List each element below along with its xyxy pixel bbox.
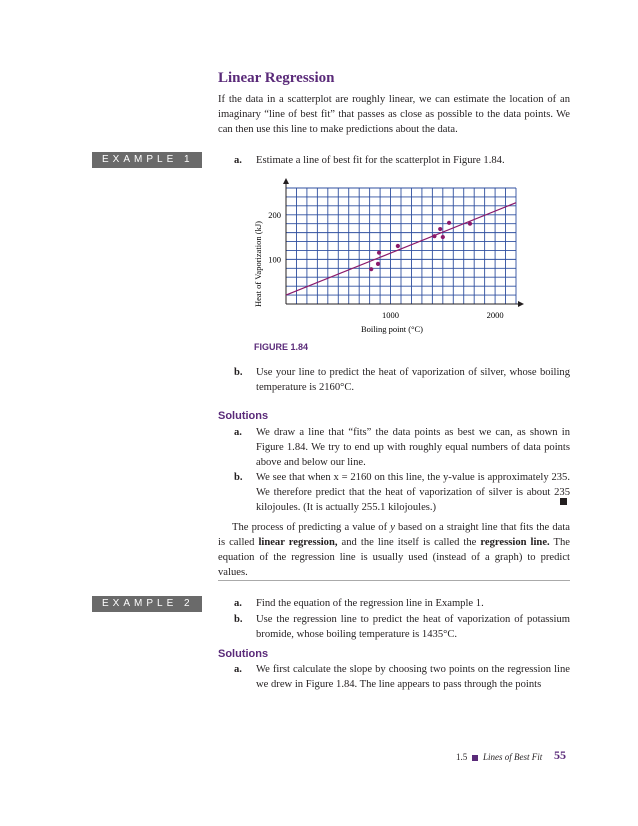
part-label: a. [234, 598, 242, 609]
tick-labels [268, 210, 503, 320]
part-label: a. [234, 664, 242, 675]
intro-paragraph: If the data in a scatterplot are roughly linear, we can estimate the location of an imaginary “line of best fit” that passes as close as possible to the data points. We can then use this line to make predictions about the data. [218, 94, 570, 135]
y-tick-label: 200 [268, 209, 281, 220]
data-points [369, 221, 472, 272]
solution-1-b [234, 470, 570, 515]
data-point [377, 251, 381, 255]
footer-section-title: Lines of Best Fit [483, 752, 543, 762]
chart-grid [286, 188, 516, 304]
example-1-tag: EXAMPLE 1 [92, 152, 202, 168]
part-text: We see that when x = 2160 on this line, the y-value is approximately 235. We therefore predict that the heat of vaporization of silver is about 235 kilojoules. (It is actually 255.1 kilojoules.) [256, 472, 570, 513]
y-axis-label: Heat of Vaporization (kJ) [253, 221, 263, 307]
data-point [396, 244, 400, 248]
data-point [376, 262, 380, 266]
solutions-heading-2: Solutions [218, 648, 269, 660]
x-axis-arrow-icon [518, 301, 524, 307]
data-point [447, 221, 451, 225]
end-of-example-icon [560, 498, 567, 505]
part-text: We draw a line that “fits” the data points as best we can, as shown in Figure 1.84. We try to end up with roughly equal numbers of data points above and below our line. [256, 427, 570, 468]
part-text: We first calculate the slope by choosing two points on the regression line we drew in Figure 1.84. The line appears to pass through the points [256, 664, 570, 690]
part-label: b. [234, 367, 243, 378]
part-label: a. [234, 155, 242, 166]
data-point [441, 235, 445, 239]
summary-paragraph: The process of predicting a value of y based on a straight line that fits the data is called linear regression, and the line itself is called the regression line. The equation of the regression line is usually used (instead of a graph) to predict values. [218, 522, 570, 578]
data-point [432, 234, 436, 238]
example-2-tag: EXAMPLE 2 [92, 596, 202, 612]
y-tick-label: 100 [268, 254, 281, 265]
example-2-part-b [234, 612, 570, 642]
x-axis-label: Boiling point (°C) [361, 324, 423, 334]
x-tick-label: 1000 [382, 310, 400, 320]
solutions-heading: Solutions [218, 410, 269, 422]
figure-caption: FIGURE 1.84 [254, 342, 309, 352]
solution-1-a [234, 425, 570, 470]
data-point [438, 227, 442, 231]
part-text: Use your line to predict the heat of vaporization of silver, whose boiling temperature is 2160°C. [256, 367, 570, 393]
footer-bullet-icon [472, 755, 478, 761]
part-label: a. [234, 427, 242, 438]
data-point [468, 222, 472, 226]
y-axis-arrow-icon [283, 178, 289, 184]
x-tick-label: 2000 [486, 310, 504, 320]
part-text: Use the regression line to predict the heat of vaporization of potassium bromide, whose boiling temperature is 1435°C. [256, 614, 570, 640]
example-1-part-a [234, 153, 570, 168]
solution-2-a [234, 662, 570, 692]
data-point [369, 267, 373, 271]
scatterplot-figure [240, 178, 530, 340]
part-label: b. [234, 614, 243, 625]
example-1-part-b [234, 365, 570, 395]
part-text: Find the equation of the regression line in Example 1. [256, 598, 484, 609]
example-2-part-a [234, 596, 570, 611]
part-text: Estimate a line of best fit for the scatterplot in Figure 1.84. [256, 155, 505, 166]
page-number: 55 [554, 748, 566, 762]
divider [218, 580, 570, 581]
part-label: b. [234, 472, 243, 483]
section-title: Linear Regression [218, 70, 335, 86]
footer-section-ref: 1.5 [456, 752, 468, 762]
